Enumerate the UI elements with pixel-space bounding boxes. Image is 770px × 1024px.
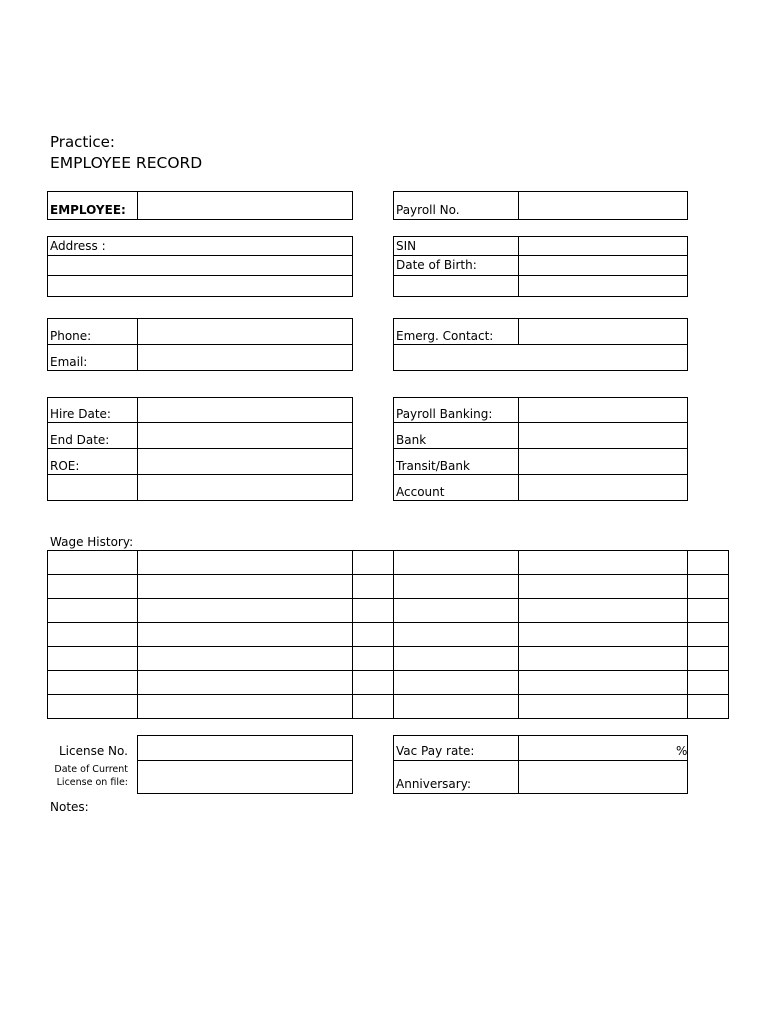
phone-field[interactable]: [138, 319, 352, 344]
wage-history-label: Wage History:: [50, 535, 134, 549]
payroll-banking-field[interactable]: [519, 398, 687, 422]
transit-bank-field[interactable]: [519, 449, 687, 474]
sin-label: SIN: [396, 239, 417, 253]
phone-label: Phone:: [50, 329, 92, 343]
account-field[interactable]: [519, 475, 687, 500]
employee-label: EMPLOYEE:: [50, 203, 126, 217]
form-title: EMPLOYEE RECORD: [50, 154, 203, 172]
wage-history-row[interactable]: [48, 599, 728, 622]
sin-field[interactable]: [519, 237, 687, 255]
current-license-label-line2: License on file:: [56, 777, 128, 788]
address-line-2-field[interactable]: [48, 276, 352, 296]
address-line-1-field[interactable]: [48, 256, 352, 275]
account-label: Account: [396, 485, 445, 499]
notes-area[interactable]: [48, 818, 728, 998]
wage-history-row[interactable]: [48, 695, 728, 718]
bank-label: Bank: [396, 433, 427, 447]
emergency-contact-label: Emerg. Contact:: [396, 329, 494, 343]
anniversary-label: Anniversary:: [396, 777, 471, 791]
wage-history-row[interactable]: [48, 551, 728, 574]
roe-field[interactable]: [138, 449, 352, 474]
emergency-contact-field[interactable]: [519, 319, 687, 344]
hire-date-label: Hire Date:: [50, 407, 111, 421]
payroll-banking-label: Payroll Banking:: [396, 407, 493, 421]
wage-history-row[interactable]: [48, 623, 728, 646]
vac-pay-rate-label: Vac Pay rate:: [396, 744, 475, 758]
emergency-contact-detail-field[interactable]: [394, 345, 687, 370]
employee-name-field[interactable]: [138, 192, 352, 219]
wage-history-row[interactable]: [48, 575, 728, 598]
end-date-field[interactable]: [138, 423, 352, 448]
anniversary-field[interactable]: [519, 761, 687, 793]
employment-extra-field[interactable]: [138, 475, 352, 500]
date-of-birth-field[interactable]: [519, 256, 687, 275]
end-date-label: End Date:: [50, 433, 110, 447]
bank-field[interactable]: [519, 423, 687, 448]
transit-bank-label: Transit/Bank: [396, 459, 470, 473]
vac-pay-rate-field[interactable]: [519, 736, 687, 760]
address-label: Address :: [50, 239, 106, 253]
wage-history-row[interactable]: [48, 671, 728, 694]
hire-date-field[interactable]: [138, 398, 352, 422]
date-of-birth-label: Date of Birth:: [396, 258, 477, 272]
license-no-field[interactable]: [138, 736, 352, 760]
current-license-date-field[interactable]: [138, 761, 352, 793]
payroll-no-field[interactable]: [519, 192, 687, 219]
notes-label: Notes:: [50, 800, 89, 814]
email-field[interactable]: [138, 345, 352, 370]
percent-sign: %: [676, 744, 688, 758]
wage-history-row[interactable]: [48, 647, 728, 670]
email-label: Email:: [50, 355, 88, 369]
payroll-no-label: Payroll No.: [396, 203, 460, 217]
practice-label: Practice:: [50, 133, 115, 151]
license-no-label: License No.: [59, 744, 128, 758]
roe-label: ROE:: [50, 459, 80, 473]
current-license-label-line1: Date of Current: [54, 764, 128, 775]
